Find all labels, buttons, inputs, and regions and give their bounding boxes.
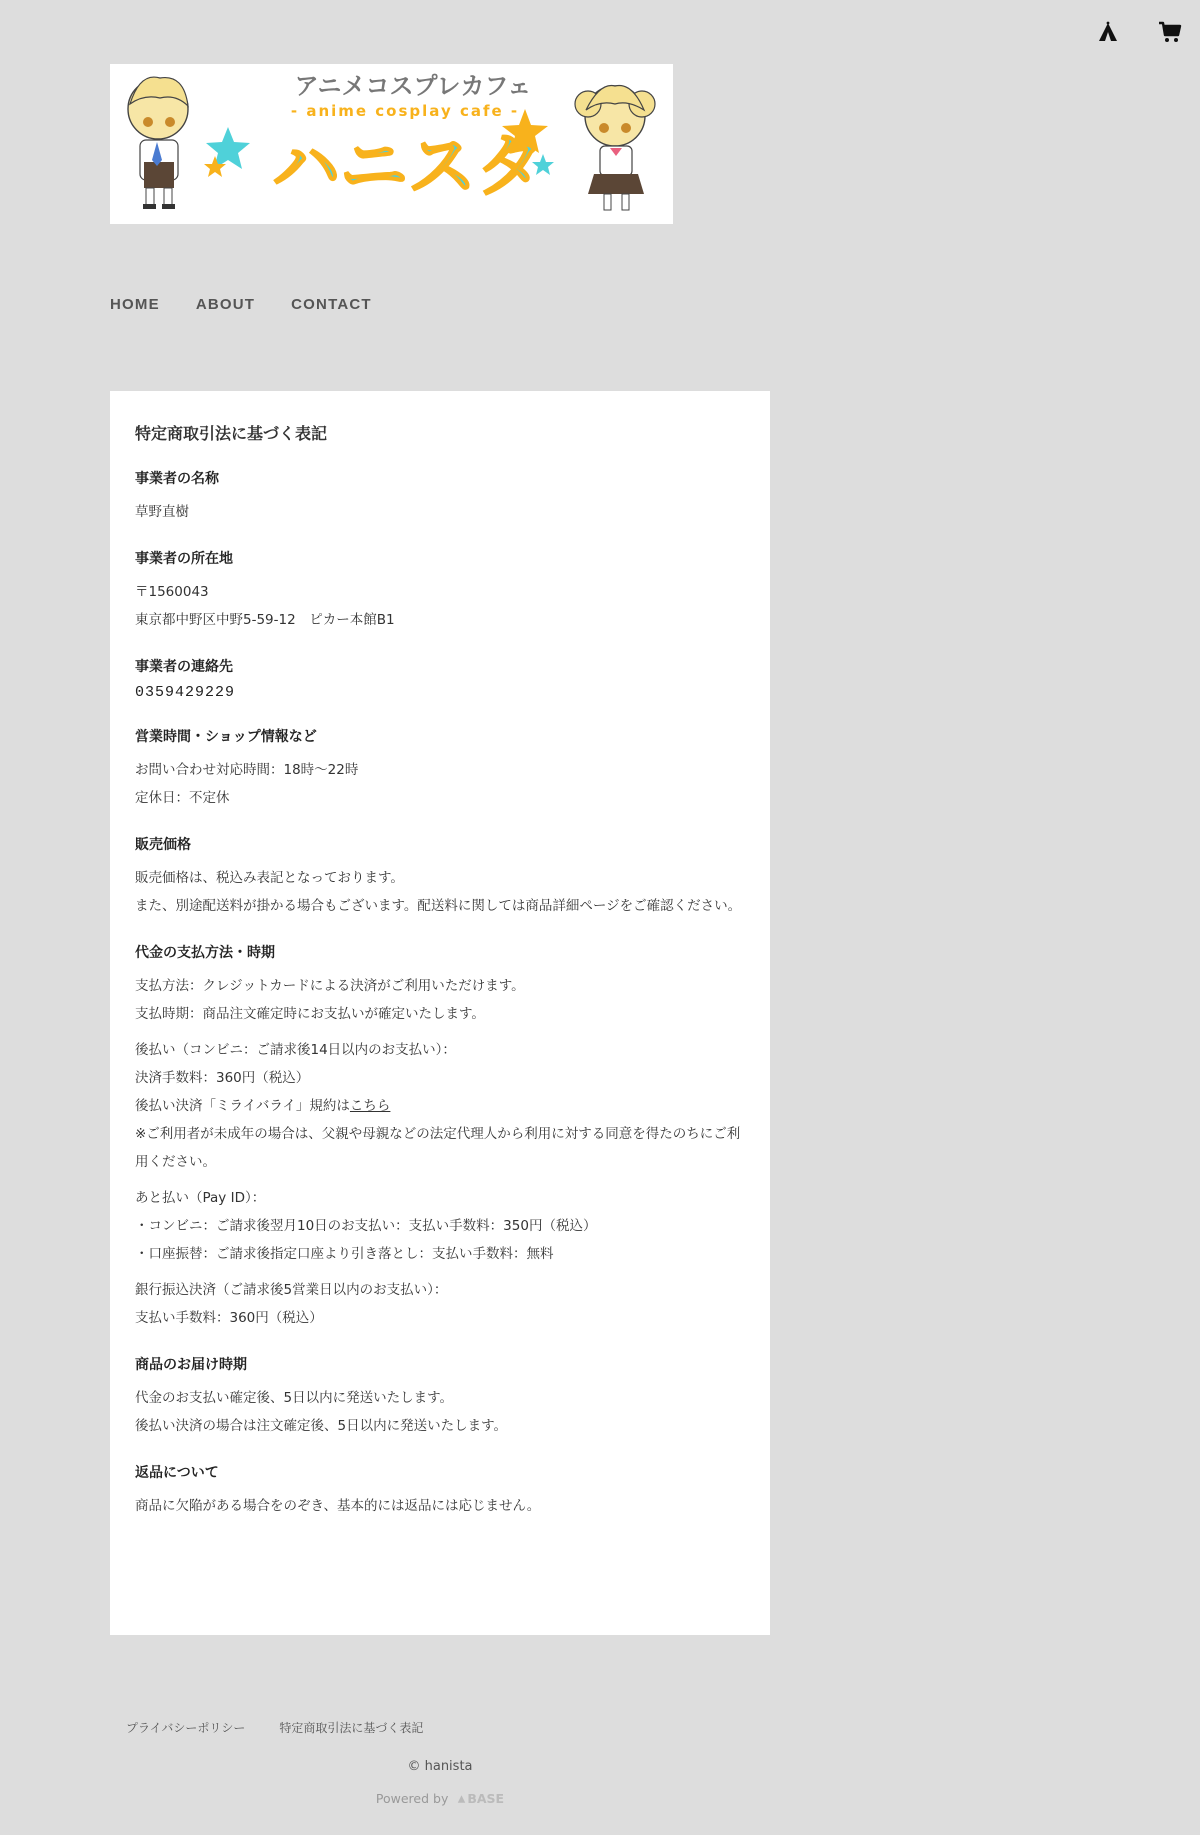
base-brand-text: BASE [467, 1791, 505, 1806]
seller-name: 草野直樹 [135, 504, 189, 520]
address-postal: 〒1560043 [135, 584, 209, 600]
footer-law-link[interactable]: 特定商取引法に基づく表記 [279, 1721, 424, 1735]
header-icons [1096, 20, 1182, 44]
price-section [135, 834, 745, 920]
delivery-line-1: 代金のお支払い確定後、5日以内に発送いたします。 [135, 1390, 454, 1406]
logo-title-jp: アニメコスプレカフェ [294, 72, 532, 100]
seller-name-section [135, 468, 745, 526]
footer-privacy-link[interactable]: プライバシーポリシー [126, 1721, 246, 1735]
returns-line-1: 商品に欠陥がある場合をのぞき、基本的には返品には応じません。 [135, 1498, 541, 1514]
payid-line-2: ・コンビニ：ご請求後翌月10日のお支払い：支払い手数料：350円（税込） [135, 1218, 597, 1234]
address-line: 東京都中野区中野5-59-12 ピカー本館B1 [135, 612, 395, 628]
logo-image [110, 64, 673, 224]
address-heading: 事業者の所在地 [135, 551, 233, 567]
cart-icon[interactable] [1158, 20, 1182, 44]
returns-heading: 返品について [135, 1465, 219, 1481]
base-logo-icon [456, 1794, 467, 1804]
deferred-note: ※ご利用者が未成年の場合は、父親や母親などの法定代理人から利用に対する同意を得たのちにご利用ください。 [135, 1126, 741, 1170]
footer-links [126, 1719, 423, 1736]
price-heading: 販売価格 [135, 837, 191, 853]
nav-home[interactable]: HOME [110, 296, 160, 313]
powered-by-label: Powered by [375, 1791, 449, 1806]
nav-contact[interactable]: CONTACT [291, 296, 372, 313]
seller-name-heading: 事業者の名称 [135, 471, 219, 487]
nav-about[interactable]: ABOUT [195, 296, 256, 313]
payment-line-1: 支払方法：クレジットカードによる決済がご利用いただけます。 [135, 978, 525, 994]
deferred-line-2: 決済手数料：360円（税込） [135, 1070, 310, 1086]
payment-heading: 代金の支払方法・時期 [135, 945, 275, 961]
price-line-2: また、別途配送料が掛かる場合もございます。配送料に関しては商品詳細ページをご確認ください。 [135, 898, 742, 914]
deferred-terms-link[interactable]: こちら [349, 1098, 391, 1114]
copyright: © hanista [407, 1759, 473, 1774]
payid-line-3: ・口座振替：ご請求後指定口座より引き落とし：支払い手数料：無料 [135, 1246, 554, 1262]
deferred-terms-prefix: 後払い決済「ミライバライ」規約は [135, 1098, 350, 1114]
hours-line-1: お問い合わせ対応時間：18時～22時 [135, 762, 359, 778]
payment-line-2: 支払時期：商品注文確定時にお支払いが確定いたします。 [135, 1006, 485, 1022]
delivery-line-2: 後払い決済の場合は注文確定後、5日以内に発送いたします。 [135, 1418, 508, 1434]
price-line-1: 販売価格は、税込み表記となっております。 [135, 870, 404, 886]
shop-logo[interactable] [110, 64, 673, 224]
powered-by[interactable] [0, 1791, 880, 1806]
deferred-line-1: 後払い（コンビニ：ご請求後14日以内のお支払い）： [135, 1042, 456, 1058]
returns-section [135, 1462, 745, 1520]
logo-brand: ハニスタ [271, 128, 545, 207]
delivery-section [135, 1354, 745, 1440]
page-title: 特定商取引法に基づく表記 [135, 424, 328, 443]
base-tent-icon[interactable] [1096, 20, 1120, 44]
payment-section [135, 942, 745, 1332]
law-content-card [110, 391, 770, 1635]
deferred-terms [135, 1092, 745, 1120]
hours-section [135, 726, 745, 812]
delivery-heading: 商品のお届け時期 [135, 1357, 247, 1373]
bank-line-1: 銀行振込決済（ご請求後5営業日以内のお支払い）： [135, 1282, 448, 1298]
right-character-illustration [575, 86, 655, 211]
payid-line-1: あと払い（Pay ID）： [135, 1190, 266, 1206]
contact-tel: 0359429229 [135, 684, 236, 701]
bank-line-2: 支払い手数料：360円（税込） [135, 1310, 323, 1326]
logo-subtitle: - anime cosplay cafe - [290, 102, 520, 120]
left-character-illustration [128, 77, 188, 209]
main-nav [110, 296, 372, 313]
address-section [135, 548, 745, 634]
hours-line-2: 定休日：不定休 [135, 790, 230, 806]
hours-heading: 営業時間・ショップ情報など [135, 729, 317, 745]
contact-section [135, 656, 745, 704]
base-logo [456, 1791, 504, 1806]
contact-heading: 事業者の連絡先 [135, 659, 233, 675]
